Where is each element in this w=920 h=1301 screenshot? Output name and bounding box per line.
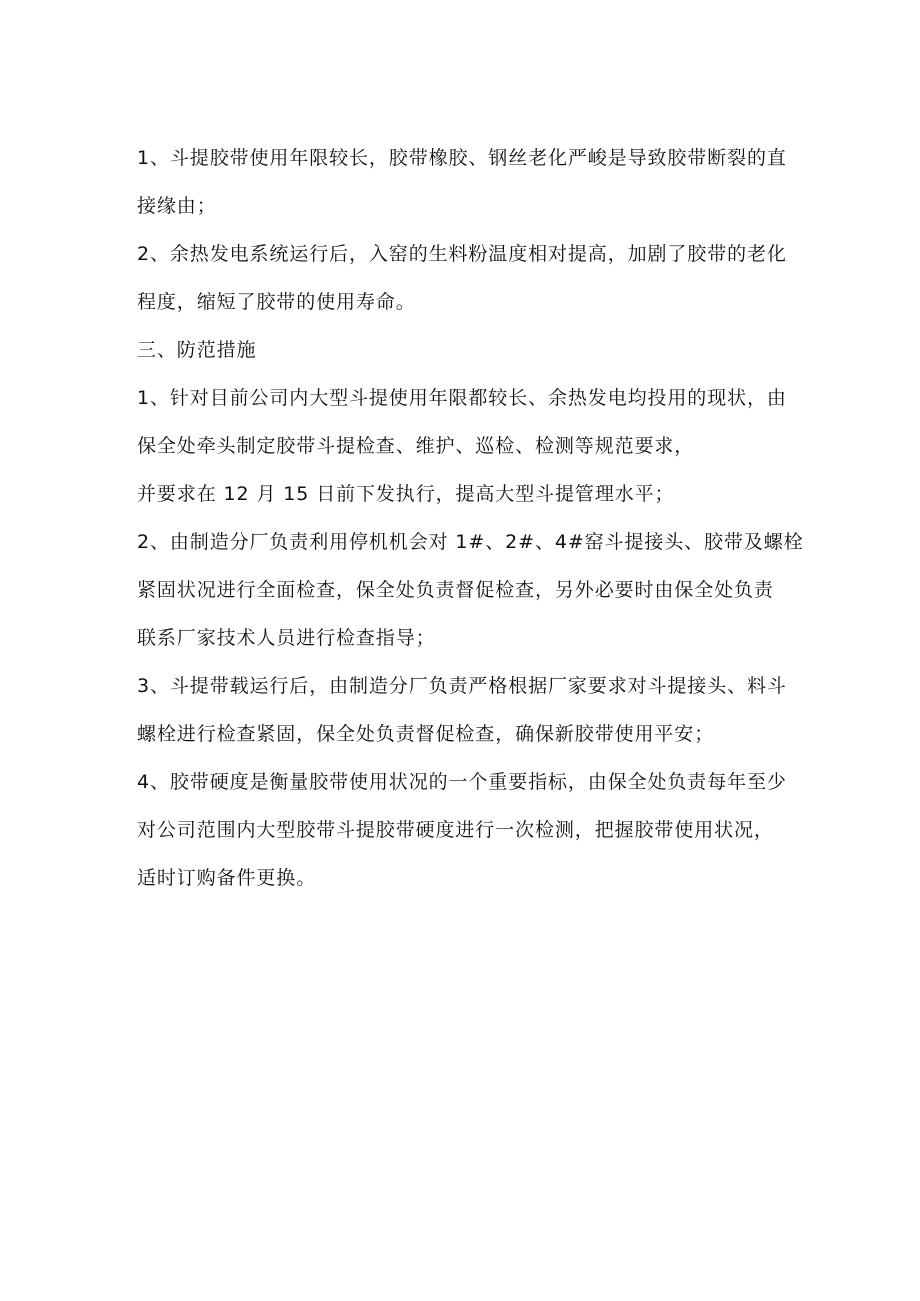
text-line: 2、由制造分厂负责利用停机机会对 1#、2#、4#窑斗提接头、胶带及螺栓 [137,531,804,553]
text-line: 4、胶带硬度是衡量胶带使用状况的一个重要指标，由保全处负责每年至少 [137,771,787,793]
text-line: 螺栓进行检查紧固，保全处负责督促检查，确保新胶带使用平安； [137,723,715,745]
text-line: 紧固状况进行全面检查，保全处负责督促检查，另外必要时由保全处负责 [137,579,774,601]
text-line: 并要求在 12 月 15 日前下发执行，提高大型斗提管理水平； [137,483,675,505]
text-line: 对公司范围内大型胶带斗提胶带硬度进行一次检测，把握胶带使用状况， [137,819,774,841]
section-heading: 三、防范措施 [137,339,257,361]
text-line: 接缘由； [137,195,217,217]
text-line: 1、针对目前公司内大型斗提使用年限都较长、余热发电均投用的现状，由 [137,387,787,409]
text-line: 适时订购备件更换。 [137,867,317,889]
text-line: 3、斗提带载运行后，由制造分厂负责严格根据厂家要求对斗提接头、料斗 [137,675,787,697]
text-line: 2、余热发电系统运行后，入窑的生料粉温度相对提高，加剧了胶带的老化 [137,243,787,265]
text-line: 联系厂家技术人员进行检查指导； [137,627,436,649]
document-body [137,134,804,902]
text-line: 保全处牵头制定胶带斗提检查、维护、巡检、检测等规范要求， [137,435,695,457]
text-line: 程度，缩短了胶带的使用寿命。 [137,291,416,313]
text-line: 1、斗提胶带使用年限较长，胶带橡胶、钢丝老化严峻是导致胶带断裂的直 [137,147,787,169]
